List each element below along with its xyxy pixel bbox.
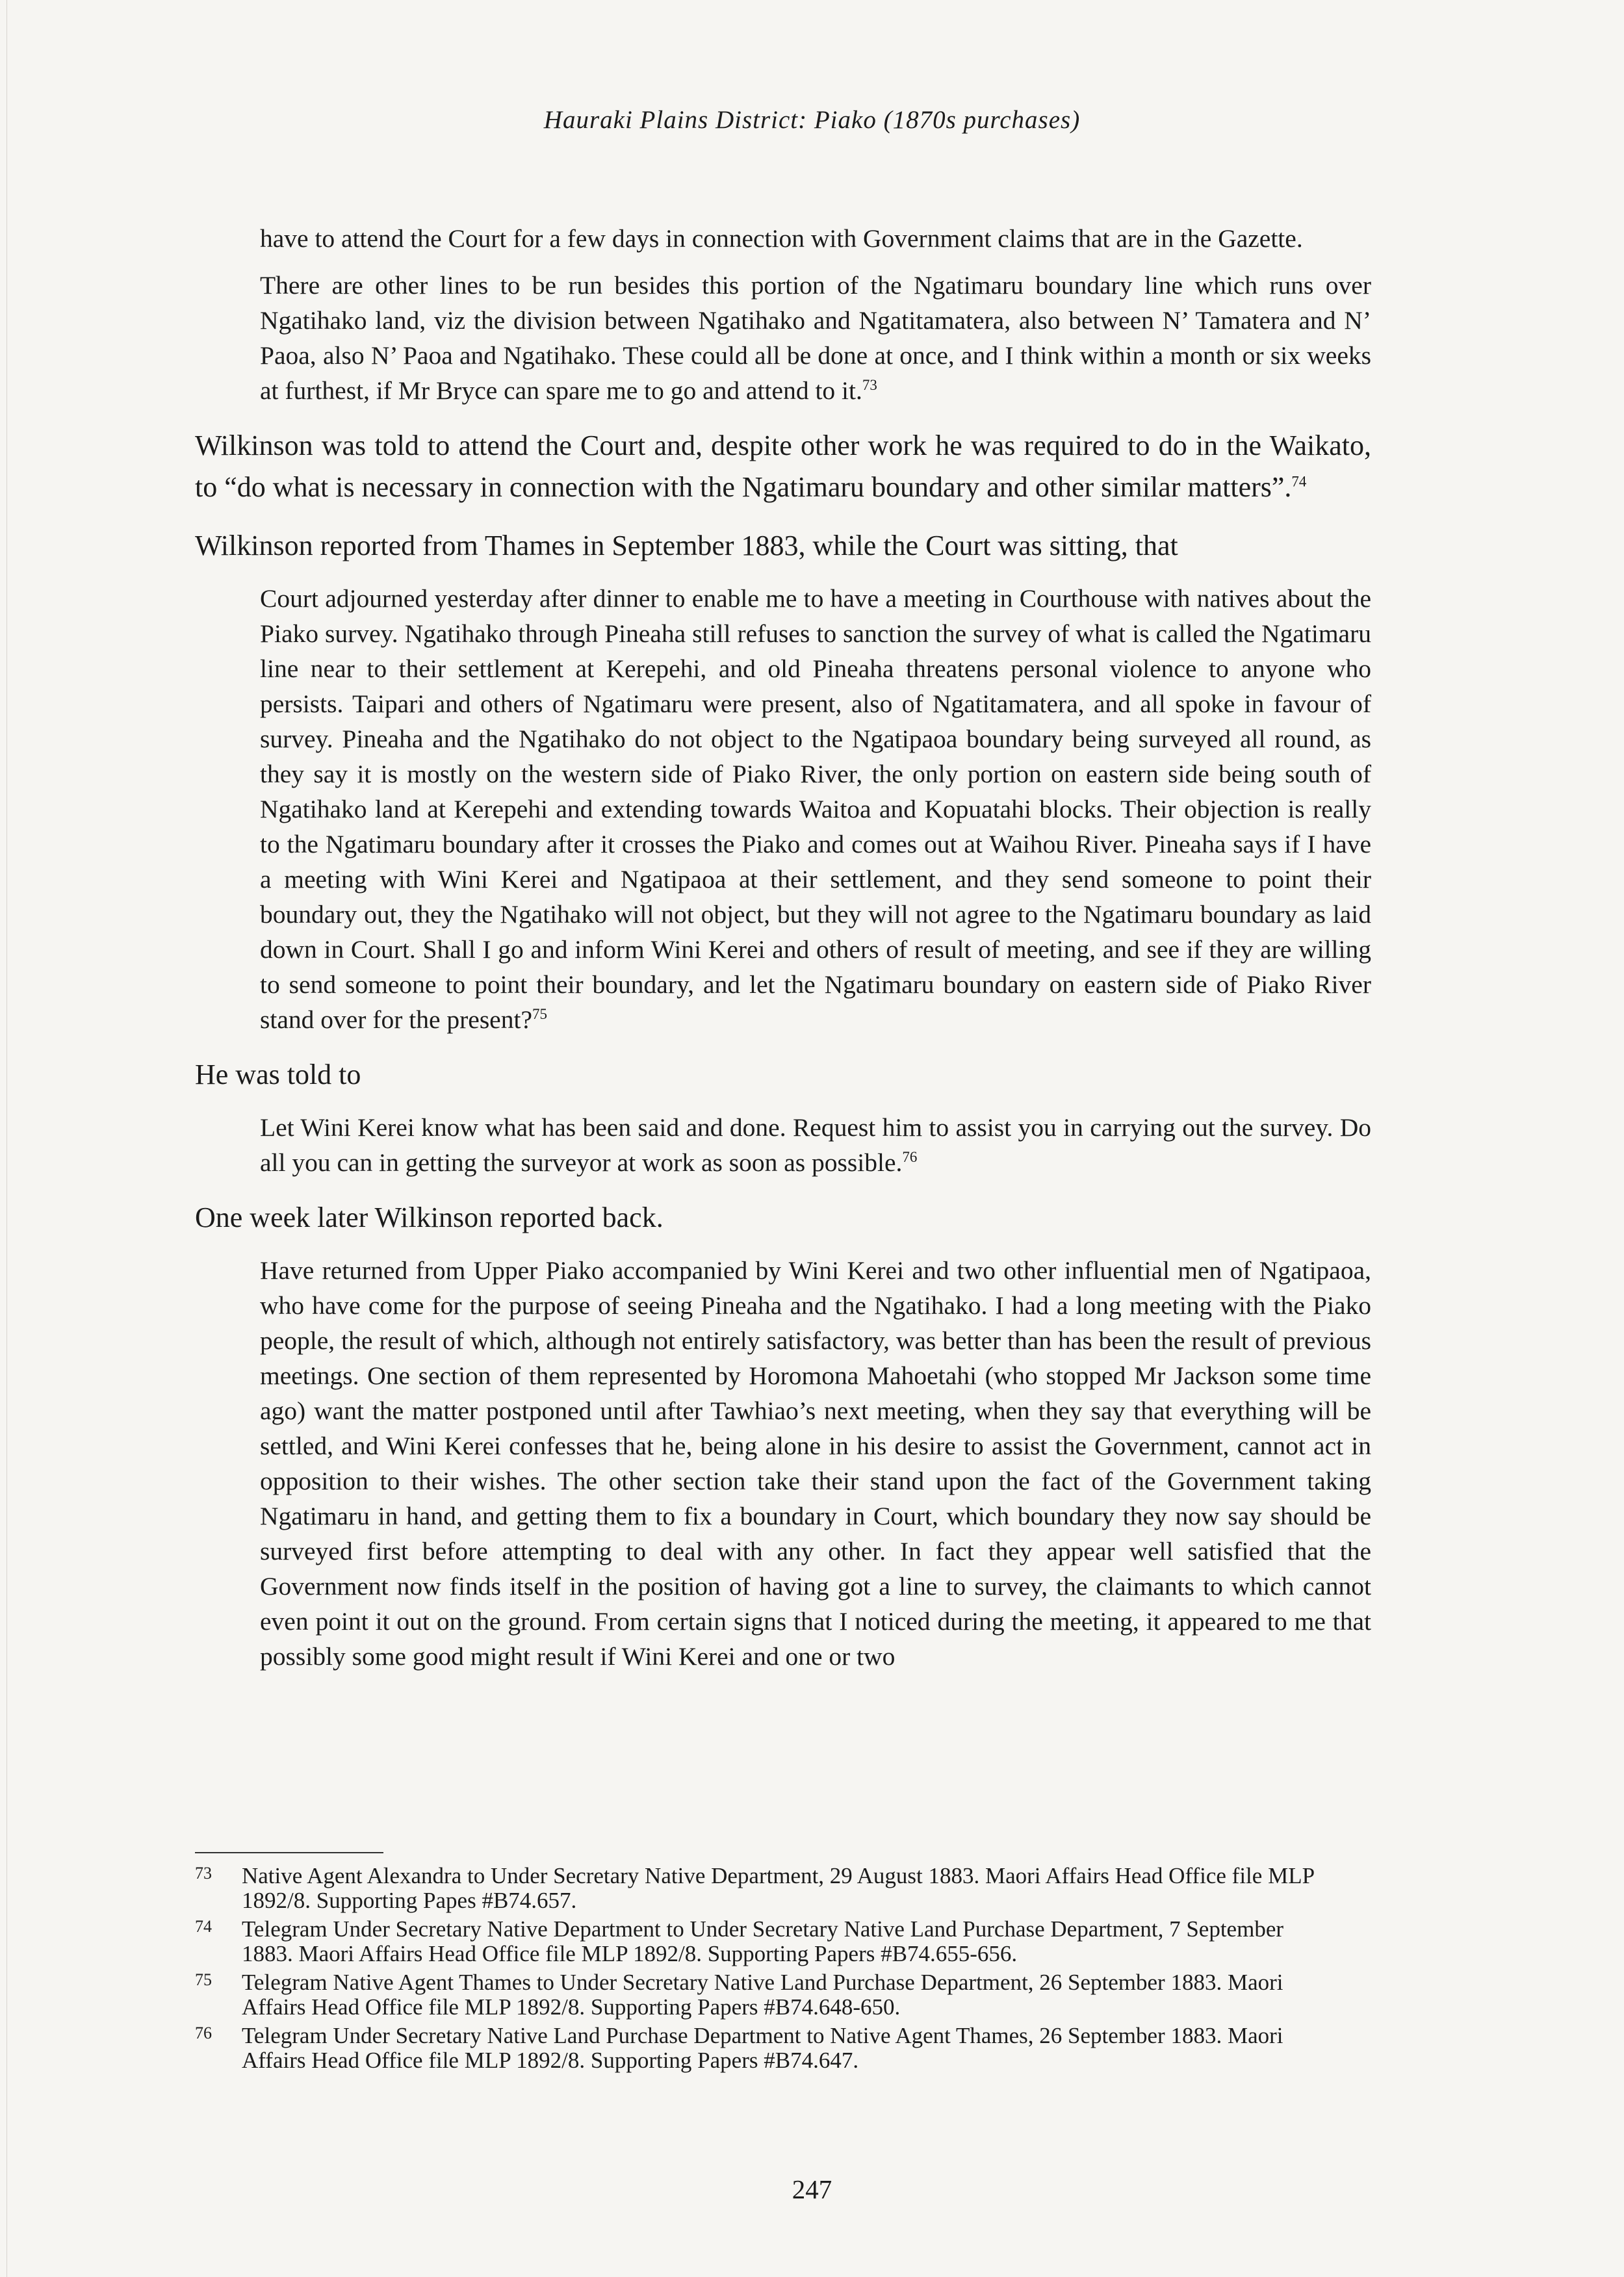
page-number: 247 — [792, 2174, 832, 2204]
footnote-text: Telegram Under Secretary Native Land Purchase Department to Native Agent Thames, 26 September 1883. Maori Affairs Head Office file MLP 1892/8. Supporting Papers #B74.647. — [242, 2023, 1283, 2073]
footnote-number: 76 — [195, 2024, 212, 2042]
footnote-number: 74 — [195, 1917, 212, 1936]
block-quote: have to attend the Court for a few days in connection with Government claims that are in the Gazette. — [260, 224, 1303, 253]
paragraph: Wilkinson was told to attend the Court and, despite other work he was required to do in the Waikato, to “do what is necessary in connection with the Ngatimaru boundary and other similar matters”.$^{74}$ — [195, 430, 1371, 503]
paragraph: One week later Wilkinson reported back. — [195, 1202, 664, 1233]
footnotes — [195, 1864, 1339, 2077]
paragraph: He was told to — [195, 1059, 361, 1090]
footnote-text: Telegram Under Secretary Native Department to Under Secretary Native Land Purchase Department, 7 September 1883. Maori Affairs Head Office file MLP 1892/8. Supporting Papers #B74.655-656. — [242, 1916, 1284, 1966]
footnote-ref: 76 — [902, 1148, 918, 1165]
footnote-ref: 74 — [1291, 473, 1307, 490]
block-quote: There are other lines to be run besides this portion of the Ngatimaru boundary line which runs over Ngatihako land, viz the division between Ngatihako and Ngatitamatera, also between N’ Tamatera and N’ Paoa, also N’ Paoa and Ngatihako. These could all be done at once, and I think within a month or six weeks at furthest, if Mr Bryce can spare me to go and attend to it.$^{73}$ — [260, 271, 1371, 405]
paragraph: Wilkinson reported from Thames in September 1883, while the Court was sitting, that — [195, 530, 1178, 561]
block-quote: Court adjourned yesterday after dinner to enable me to have a meeting in Courthouse with natives about the Piako survey. Ngatihako through Pineaha still refuses to sanction the survey of what is called the Ngatimaru line near to their settlement at Kerepehi, and old Pineaha threatens personal violence to anyone who persists. Taipari and others of Ngatimaru were present, also of Ngatitamatera, and all spoke in favour of survey. Pineaha and the Ngatihako do not object to the Ngatipaoa boundary being surveyed all round, as they say it is mostly on the western side of Piako River, the only portion on eastern side being south of Ngatihako land at Kerepehi and extending towards Waitoa and Kopuatahi blocks. Their objection is really to the Ngatimaru boundary after it crosses the Piako and comes out at Waihou River. Pineaha says if I have a meeting with Wini Kerei and Ngatipaoa at their settlement, and they send someone to point their boundary out, they the Ngatihako will not object, but they will not agree to the Ngatimaru boundary as laid down in Court. Shall I go and inform Wini Kerei and others of result of meeting, and see if they are willing to send someone to point their boundary, and let the Ngatimaru boundary on eastern side of Piako River stand over for the present?$^{75}$ — [260, 584, 1371, 1034]
footnote-divider — [195, 1852, 383, 1853]
footnote-number: 73 — [195, 1864, 212, 1883]
running-header: Hauraki Plains District: Piako (1870s purchases) — [543, 106, 1081, 134]
footnote-text: Native Agent Alexandra to Under Secretary Native Department, 29 August 1883. Maori Affairs Head Office file MLP 1892/8. Supporting Papes #B74.657. — [242, 1863, 1314, 1913]
footnote — [195, 1864, 1339, 1913]
scan-margin-line — [6, 0, 7, 2277]
footnote-ref: 73 — [862, 376, 877, 393]
footnote — [195, 2024, 1339, 2073]
footnote-text: Telegram Native Agent Thames to Under Secretary Native Land Purchase Department, 26 September 1883. Maori Affairs Head Office file MLP 1892/8. Supporting Papers #B74.648-650. — [242, 1970, 1283, 2020]
footnote — [195, 1970, 1339, 2020]
footnote-number: 75 — [195, 1970, 212, 1989]
block-quote: Let Wini Kerei know what has been said and done. Request him to assist you in carrying out the survey. Do all you can in getting the surveyor at work as soon as possible.$^{76}$ — [260, 1113, 1371, 1177]
footnote — [195, 1917, 1339, 1966]
body-text — [195, 221, 1371, 1686]
footnote-ref: 75 — [532, 1005, 547, 1022]
block-quote: Have returned from Upper Piako accompanied by Wini Kerei and two other influential men of Ngatipaoa, who have come for the purpose of seeing Pineaha and the Ngatihako. I had a long meeting with the Piako people, the result of which, although not entirely satisfactory, was better than has been the result of previous meetings. One section of them represented by Horomona Mahoetahi (who stopped Mr Jackson some time ago) want the matter postponed until after Tawhiao’s next meeting, when they say that everything will be settled, and Wini Kerei confesses that he, being alone in his desire to assist the Government, cannot act in opposition to their wishes. The other section take their stand upon the fact of the Government taking Ngatimaru in hand, and getting them to fix a boundary in Court, which boundary they now say should be surveyed first before attempting to deal with any other. In fact they appear well satisfied that the Government now finds itself in the position of having got a line to survey, the claimants to which cannot even point it out on the ground. From certain signs that I noticed during the meeting, it appeared to me that possibly some good might result if Wini Kerei and one or two — [260, 1256, 1371, 1671]
